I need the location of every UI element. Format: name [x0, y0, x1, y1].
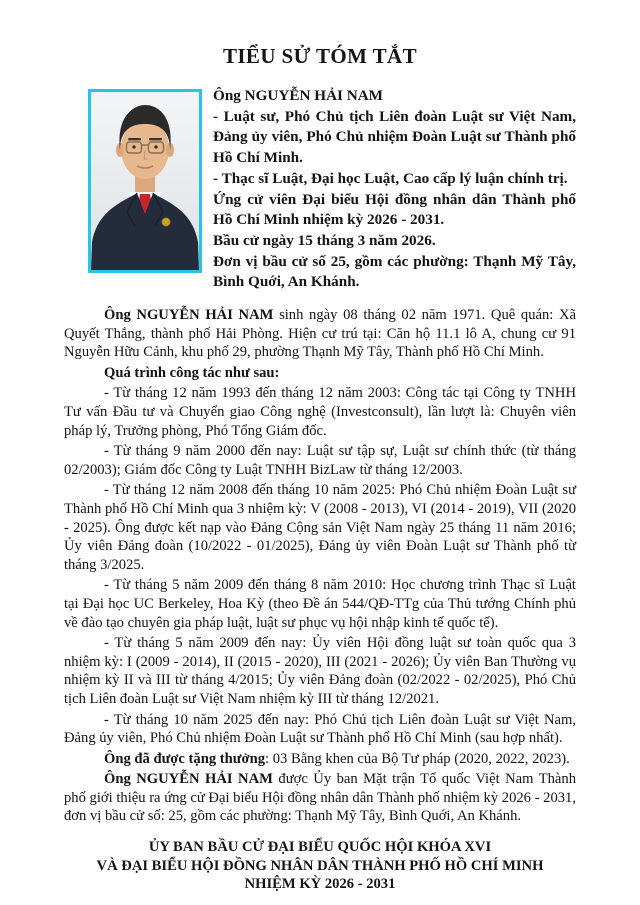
paragraph-lead: Ông NGUYỄN HẢI NAM	[104, 771, 273, 788]
lapel-pin-icon	[162, 218, 170, 226]
paragraph-text: được Ủy ban Mặt trận Tổ quốc Việt Nam Thành phố giới thiệu ra ứng cử Đại biểu Hội đồng nhân dân Thành phố nhiệm kỳ 2026 - 2031, đơn vị bầu cử số: 25, gồm các phường: Thạnh Mỹ Tây, Bình Quới, An Khánh.	[64, 771, 576, 825]
paragraph-career-2009-study	[64, 576, 576, 632]
paragraph-text: : 03 Bằng khen của Bộ Tư pháp (2020, 2022, 2023).	[265, 750, 570, 767]
paragraph-text: - Từ tháng 12 năm 2008 đến tháng 10 năm 2025: Phó Chủ nhiệm Đoàn Luật sư Thành phố Hồ Chí Minh qua 3 nhiệm kỳ: V (2008 - 2013), VI (2014 - 2019), VII (2020 - 2025). Ông được kết nạp vào Đảng Cộng sản Việt Nam ngày 25 tháng 11 năm 2016; Ủy viên Đảng đoàn (10/2022 - 01/2025), Đảng ủy viên Đoàn Luật sư Thành phố từ tháng 3/2025.	[64, 482, 576, 573]
footer-line: VÀ ĐẠI BIỂU HỘI ĐỒNG NHÂN DÂN THÀNH PHỐ HỒ CHÍ MINH	[96, 857, 544, 874]
paragraph-text: - Từ tháng 5 năm 2009 đến tháng 8 năm 2010: Học chương trình Thạc sĩ Luật tại Đại học UC Berkeley, Hoa Kỳ (theo Đề án 544/QĐ-TTg của Thủ tướng Chính phủ về đào tạo chuyên gia pháp luật, luật sư phục vụ hội nhập kinh tế quốc tế).	[64, 577, 576, 631]
summary-line: - Luật sư, Phó Chủ tịch Liên đoàn Luật sư Việt Nam, Đảng ủy viên, Phó Chủ nhiệm Đoàn Luật sư Thành phố Hồ Chí Minh.	[213, 107, 576, 167]
footer-line: ỦY BAN BẦU CỬ ĐẠI BIỂU QUỐC HỘI KHÓA XVI	[148, 839, 492, 856]
paragraph-career-2009-council	[64, 634, 576, 708]
portrait-illustration	[91, 92, 199, 270]
paragraph-lead: Ông NGUYỄN HẢI NAM	[104, 307, 274, 324]
candidate-name: Ông NGUYỄN HẢI NAM	[213, 87, 384, 104]
paragraph-career-1993	[64, 384, 576, 440]
paragraph-lead: Quá trình công tác như sau:	[104, 364, 280, 381]
candidate-summary-block	[213, 86, 576, 293]
paragraph-text: sinh ngày 08 tháng 02 năm 1971. Quê quán: Xã Quyết Thắng, thành phố Hải Phòng. Hiện cư trú tại: Căn hộ 11.1 lô A, chung cư 91 Nguyễn Hữu Cảnh, khu phố 29, phường Thạnh Mỹ Tây, Thành phố Hồ Chí Minh.	[64, 307, 576, 361]
paragraph-text: - Từ tháng 12 năm 1993 đến tháng 12 năm 2003: Công tác tại Công ty TNHH Tư vấn Đầu tư và Chuyển giao Công nghệ (Investconsult), lần lượt là: Chuyên viên pháp lý, Trưởng phòng, Phó Tổng Giám đốc.	[64, 385, 576, 439]
summary-line: - Thạc sĩ Luật, Đại học Luật, Cao cấp lý luận chính trị.	[213, 169, 568, 187]
profile-section	[88, 89, 576, 293]
summary-line: Đơn vị bầu cử số 25, gồm các phường: Thạnh Mỹ Tây, Bình Quới, An Khánh.	[213, 252, 576, 291]
paragraph-nomination	[64, 770, 576, 826]
paragraph-awards	[64, 750, 576, 769]
paragraph-birth-residence	[64, 306, 576, 362]
candidate-portrait-photo	[88, 89, 202, 273]
paragraph-career-2025	[64, 711, 576, 748]
paragraph-text: - Từ tháng 10 năm 2025 đến nay: Phó Chủ tịch Liên đoàn Luật sư Việt Nam, Đảng ủy viên, Phó Chủ nhiệm Đoàn Luật sư Thành phố Hồ Chí Minh (sau hợp nhất).	[64, 711, 576, 747]
page-title: TIỂU SỬ TÓM TẮT	[222, 44, 418, 68]
summary-line: Bầu cử ngày 15 tháng 3 năm 2026.	[213, 231, 436, 249]
paragraph-lead: Ông đã được tặng thưởng	[104, 750, 266, 767]
paragraph-text: - Từ tháng 9 năm 2000 đến nay: Luật sư tập sự, Luật sư chính thức (từ tháng 02/2003); Giám đốc Công ty Luật TNHH BizLaw từ tháng 12/2003.	[64, 443, 576, 478]
election-committee-footer	[0, 838, 640, 894]
footer-line: NHIỆM KỲ 2026 - 2031	[244, 876, 396, 893]
paragraph-career-2008	[64, 481, 576, 574]
paragraph-career-heading	[64, 364, 576, 383]
summary-line: Ứng cử viên Đại biểu Hội đồng nhân dân Thành phố Hồ Chí Minh nhiệm kỳ 2026 - 2031.	[213, 190, 576, 229]
paragraph-career-2000	[64, 442, 576, 479]
biography-body	[64, 306, 576, 826]
paragraph-text: - Từ tháng 5 năm 2009 đến nay: Ủy viên Hội đồng luật sư toàn quốc qua 3 nhiệm kỳ: I (2009 - 2014), II (2015 - 2020), III (2021 - 2026); Ủy viên Ban Thường vụ nhiệm kỳ II và III từ tháng 4/2015; Ủy viên Đảng đoàn (02/2022 - 02/2025), Phó Chủ tịch Liên đoàn Luật sư Việt Nam nhiệm kỳ III từ tháng 12/2021.	[64, 635, 576, 707]
